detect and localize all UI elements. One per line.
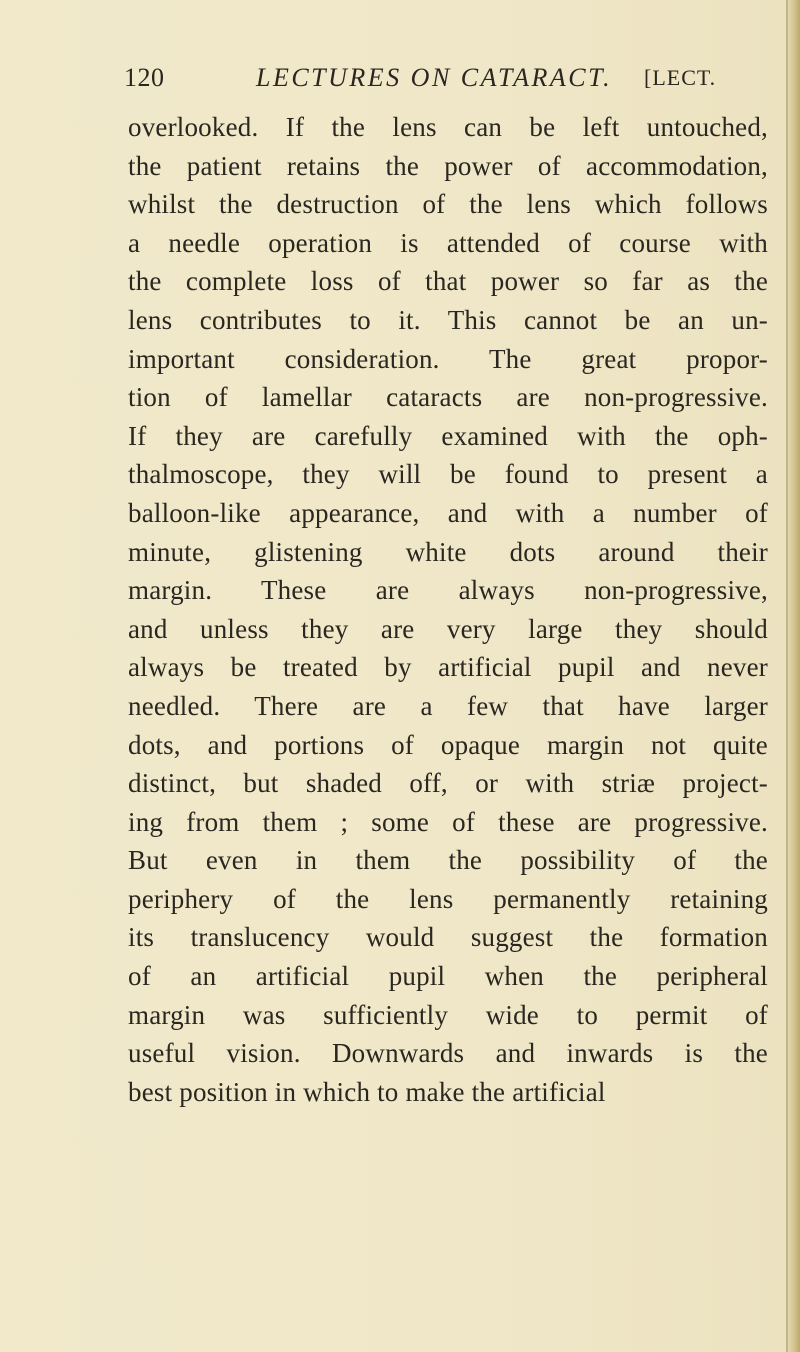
running-title: LECTURES ON CATARACT. — [256, 63, 613, 92]
text-line: tion of lamellar cataracts are non-progressive. — [128, 382, 768, 413]
page-edge — [788, 0, 800, 1352]
text-line: periphery of the lens permanently retaining — [128, 883, 768, 914]
text-line: thalmoscope, they will be found to present a — [128, 459, 768, 490]
text-line: needled. There are a few that have larger — [128, 690, 768, 721]
body-text — [128, 108, 768, 1111]
text-line: the patient retains the power of accommodation, — [128, 150, 768, 181]
running-header — [124, 58, 764, 98]
text-line: always be treated by artificial pupil and never — [128, 652, 768, 683]
text-line: margin. These are always non-progressive, — [128, 575, 768, 606]
text-line: its translucency would suggest the formation — [128, 922, 768, 953]
text-line: overlooked. If the lens can be left untouched, — [128, 112, 768, 142]
text-line: best position in which to make the artificial — [128, 1076, 606, 1107]
text-line: If they are carefully examined with the oph- — [128, 420, 768, 451]
text-line: a needle operation is attended of course with — [128, 227, 768, 258]
text-line: But even in them the possibility of the — [128, 845, 768, 876]
text-line: and unless they are very large they should — [128, 613, 768, 644]
running-section: [LECT. — [644, 65, 717, 90]
text-line: balloon-like appearance, and with a number of — [128, 497, 768, 528]
text-line: dots, and portions of opaque margin not quite — [128, 729, 768, 760]
text-line: minute, glistening white dots around their — [128, 536, 768, 567]
text-line: ing from them ; some of these are progressive. — [128, 806, 768, 837]
text-line: the complete loss of that power so far as the — [128, 266, 768, 297]
text-line: margin was sufficiently wide to permit of — [128, 999, 768, 1030]
text-line: distinct, but shaded off, or with striæ project- — [128, 768, 768, 799]
text-line: important consideration. The great propor- — [128, 343, 768, 374]
text-line: lens contributes to it. This cannot be an un- — [128, 304, 768, 335]
text-line: whilst the destruction of the lens which follows — [128, 189, 768, 220]
text-line: of an artificial pupil when the peripheral — [128, 961, 768, 992]
page-number: 120 — [124, 63, 165, 92]
text-line: useful vision. Downwards and inwards is the — [128, 1038, 768, 1069]
